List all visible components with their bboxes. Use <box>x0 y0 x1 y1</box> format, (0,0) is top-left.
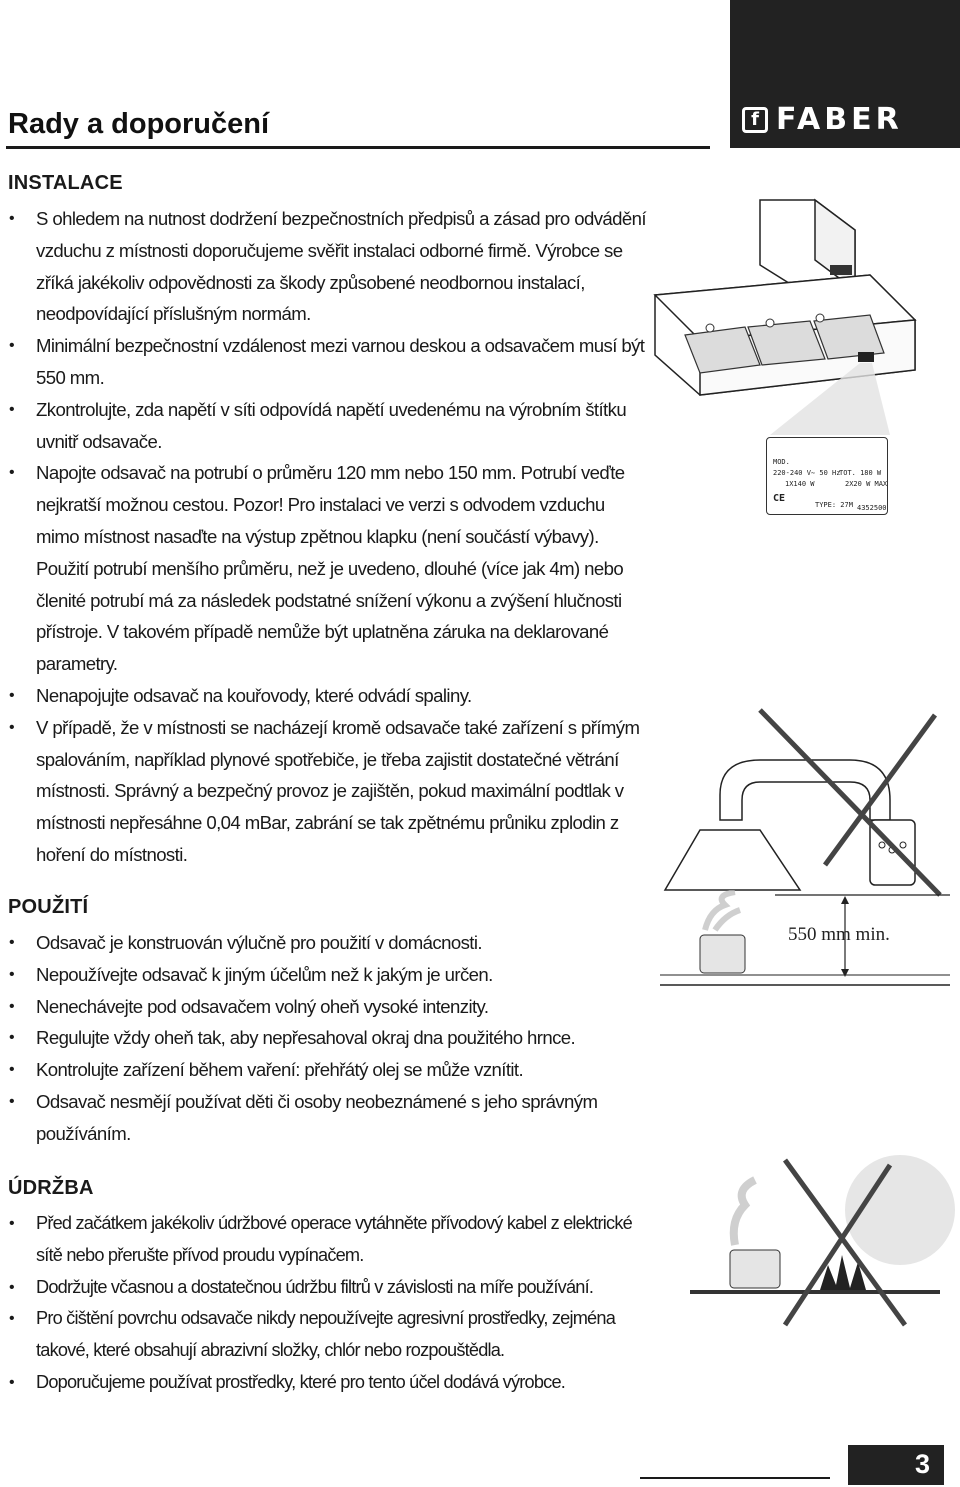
rating-plate-model: MOD. <box>773 458 790 466</box>
section-heading-instalace: INSTALACE <box>8 172 123 194</box>
page-title: Rady a doporučení <box>8 108 270 140</box>
crossed-flame-illustration <box>690 1150 960 1330</box>
rating-plate <box>766 437 888 515</box>
rating-plate-lamps: 2X20 W MAX <box>845 480 888 488</box>
list-item: • V případě, že v místnosti se nacházejí kromě odsavače také zařízení s přímým spalováním, například plynové spotřebiče, je třeba zajistit dostatečné větrání místnosti. Správný a bezpečný provoz je zajištěn, pokud maximální podtlak v místnosti nepřesáhne 0,04 mBar, zabrání se tak zpětnému průniku zplodin z hoření do místnosti. <box>8 712 648 871</box>
section-heading-udrzba: ÚDRŽBA <box>8 1177 94 1199</box>
list-item: • Nenapojujte odsavač na kouřovody, které odvádí spaliny. <box>8 680 648 712</box>
list-udrzba <box>8 1208 648 1399</box>
list-item: • S ohledem na nutnost dodržení bezpečnostních předpisů a zásad pro odvádění vzduchu z místnosti doporučujeme svěřit instalaci odborné firmě. Výrobce se zříká jakékoliv odpovědnosti za škody způsobené neodbornou instalací, neodpovídající příslušným normám. <box>8 203 648 330</box>
list-item: • Nenechávejte pod odsavačem volný oheň vysoké intenzity. <box>8 991 648 1023</box>
list-item: • Dodržujte včasnou a dostatečnou údržbu filtrů v závislosti na míře používání. <box>8 1272 648 1304</box>
page-number: 3 <box>914 1449 930 1479</box>
distance-label: 550 mm min. <box>788 924 890 945</box>
faber-logo <box>742 102 903 137</box>
section-instalace <box>8 172 648 871</box>
title-divider <box>6 146 710 149</box>
brand-name: FABER <box>776 102 903 137</box>
crossed-duct-illustration <box>660 700 960 900</box>
list-item: • Kontrolujte zařízení během vaření: přehřátý olej se může vznítit. <box>8 1054 648 1086</box>
list-item: • Odsavač je konstruován výlučně pro použití v domácnosti. <box>8 927 648 959</box>
list-item: • Před začátkem jakékoliv údržbové operace vytáhněte přívodový kabel z elektrické sítě nebo přerušte přívod proudu vypínačem. <box>8 1208 648 1272</box>
list-item: • Napojte odsavač na potrubí o průměru 120 mm nebo 150 mm. Potrubí veďte nejkratší možnou cestou. Pozor! Pro instalaci ve verzi s odvodem vzduchu mimo místnost nasaďte na výstup zpětnou klapku (není součástí výbavy). Použití potrubí menšího průměru, než je uvedeno, dlouhé (více jak 4m) nebo členité potrubí má za následek podstatné snížení výkonu a zvýšení hlučnosti přístroje. V takovém případě nemůže být uplatněna záruka na deklarované parametry. <box>8 457 648 680</box>
rating-plate-total: TOT. 180 W <box>839 469 882 477</box>
page-number-box <box>848 1445 944 1485</box>
list-pouziti <box>8 927 648 1150</box>
list-item: • Nepoužívejte odsavač k jiným účelům než k jakým je určen. <box>8 959 648 991</box>
section-udrzba <box>8 1177 648 1399</box>
section-heading-pouziti: POUŽITÍ <box>8 896 89 918</box>
rating-plate-type: TYPE: 27M <box>815 501 853 509</box>
list-item: • Doporučujeme používat prostředky, které pro tento účel dodává výrobce. <box>8 1367 648 1399</box>
list-item: • Pro čištění povrchu odsavače nikdy nepoužívejte agresivní prostředky, zejména takové, které obsahují abrazivní složky, chlór nebo rozpouštědla. <box>8 1303 648 1367</box>
rating-plate-code: 4352500 <box>857 504 887 512</box>
brand-header-box <box>730 0 960 148</box>
list-item: • Minimální bezpečnostní vzdálenost mezi varnou deskou a odsavačem musí být 550 mm. <box>8 330 648 394</box>
ce-mark-icon: CE <box>773 493 786 504</box>
rating-plate-motor: 1X140 W <box>785 480 815 488</box>
list-item: • Regulujte vždy oheň tak, aby nepřesahoval okraj dna použitého hrnce. <box>8 1022 648 1054</box>
footer-divider <box>640 1477 830 1479</box>
list-item: • Zkontrolujte, zda napětí v síti odpovídá napětí uvedenému na výrobním štítku uvnitř odsavače. <box>8 394 648 458</box>
faber-mark-icon: f <box>742 107 768 133</box>
section-pouziti <box>8 896 648 1150</box>
rating-plate-voltage: 220-240 V∼ 50 Hz <box>773 469 841 477</box>
list-instalace <box>8 203 648 871</box>
list-item: • Odsavač nesmějí používat děti či osoby neobeznámené s jeho správným používáním. <box>8 1086 648 1150</box>
